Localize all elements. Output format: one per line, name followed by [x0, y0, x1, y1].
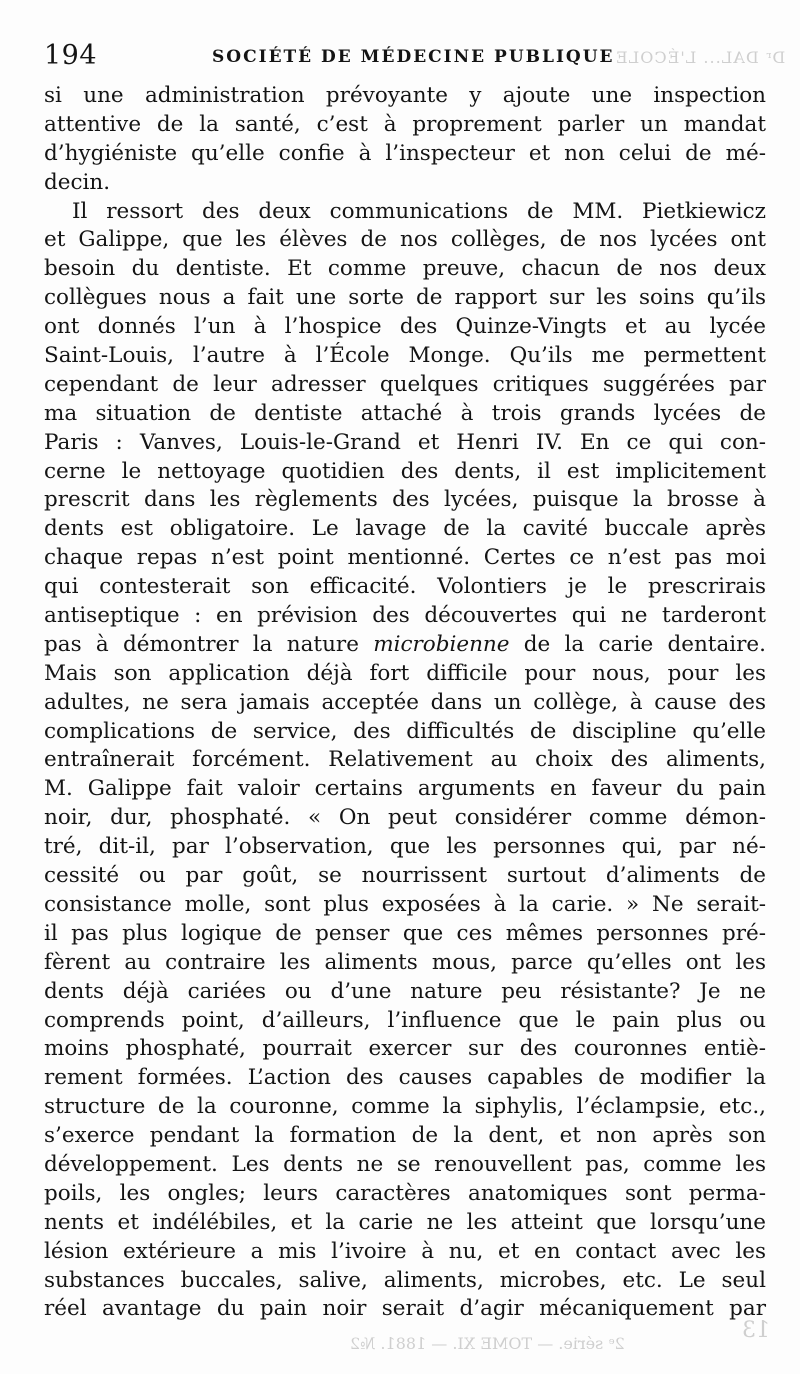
text-line: dents déjà cariées ou d’une nature peu résistante? Je ne: [44, 978, 766, 1004]
page-header: [44, 40, 760, 74]
text-line: dents est obligatoire. Le lavage de la cavité buccale après: [44, 516, 766, 542]
text-line: Saint-Louis, l’autre à l’École Monge. Qu’ils me permettent: [44, 343, 766, 369]
text-line: d’hygiéniste qu’elle confie à l’inspecteur et non celui de mé-: [44, 140, 766, 166]
text-line: si une administration prévoyante y ajoute une inspection: [44, 83, 766, 108]
text-line: besoin du dentiste. Et comme preuve, chacun de nos deux: [44, 256, 766, 282]
text-line: lésion extérieure a mis l’ivoire à nu, et en contact avec les: [44, 1238, 766, 1264]
text-line: prescrit dans les règlements des lycées, puisque la brosse à: [44, 487, 766, 513]
page-number: 194: [44, 40, 98, 71]
text-line: antiseptique : en prévision des découvertes qui ne tarderont: [44, 603, 766, 629]
text-line: s’exerce pendant la formation de la dent, et non après son: [44, 1123, 766, 1149]
text-line: decin.: [44, 169, 111, 195]
text-line: comprends point, d’ailleurs, l’influence que le pain plus ou: [44, 1007, 766, 1033]
text-line: rement formées. L’action des causes capables de modifier la: [44, 1065, 766, 1091]
text-line: structure de la couronne, comme la siphylis, l’éclampsie, etc.,: [44, 1094, 766, 1120]
text-line: qui contesterait son efficacité. Volontiers je le prescrirais: [44, 574, 766, 600]
line-tail: de la carie dentaire.: [523, 631, 766, 657]
text-line: ma situation de dentiste attaché à trois grands lycées de: [44, 400, 766, 426]
text-line: collègues nous a fait une sorte de rapport sur les soins qu’ils: [44, 285, 766, 311]
text-line: M. Galippe fait valoir certains arguments en faveur du pain: [44, 776, 766, 802]
paragraph-first-line: Il ressort des deux communications de MM. Pietkiewicz: [72, 198, 766, 224]
text-line: il pas plus logique de penser que ces mêmes personnes pré-: [44, 920, 766, 946]
body-text: [44, 82, 766, 1324]
text-line: cerne le nettoyage quotidien des dents, il est implicitement: [44, 458, 766, 484]
text-line: consistance molle, sont plus exposées à la carie. » Ne serait-: [44, 891, 766, 917]
text-line-with-italic: [44, 631, 766, 660]
text-line: ont donnés l’un à l’hospice des Quinze-Vingts et au lycée: [44, 314, 766, 340]
text-line: et Galippe, que les élèves de nos collèges, de nos lycées ont: [44, 227, 766, 253]
text-line: moins phosphaté, pourrait exercer sur des couronnes entiè-: [44, 1036, 766, 1062]
text-line: complications de service, des difficultés de discipline qu’elle: [44, 718, 766, 744]
text-line: Mais son application déjà fort difficile pour nous, pour les: [44, 660, 766, 686]
text-line: attentive de la santé, c’est à proprement parler un mandat: [44, 111, 766, 137]
running-head: SOCIÉTÉ DE MÉDECINE PUBLIQUE: [212, 47, 615, 67]
italic-term: microbienne: [373, 631, 510, 657]
text-line: nents et indélébiles, et la carie ne les atteint que lorsqu’une: [44, 1209, 766, 1235]
text-line: adultes, ne sera jamais acceptée dans un collège, à cause des: [44, 689, 766, 715]
text-line: cessité ou par goût, se nourrissent surtout d’aliments de: [44, 863, 766, 889]
show-through-footer: 2ᵉ série. — TOME XI. — 1881. №2: [350, 1334, 625, 1353]
text-line: fèrent au contraire les aliments mous, parce qu’elles ont les: [44, 949, 766, 975]
text-line: entraînerait forcément. Relativement au choix des aliments,: [44, 747, 766, 773]
text-line: chaque repas n’est point mentionné. Certes ce n’est pas moi: [44, 545, 766, 571]
text-line: Paris : Vanves, Louis-le-Grand et Henri IV. En ce qui con-: [44, 429, 766, 455]
text-line: tré, dit-il, par l’observation, que les personnes qui, par né-: [44, 834, 766, 860]
text-line: poils, les ongles; leurs caractères anatomiques sont perma-: [44, 1180, 766, 1206]
show-through-page-number: 13: [742, 1318, 770, 1343]
show-through-header: Dʳ DAL... L'ÉCOLE: [615, 48, 786, 67]
text-line: substances buccales, salive, aliments, microbes, etc. Le seul: [44, 1267, 766, 1293]
text-line: cependant de leur adresser quelques critiques suggérées par: [44, 371, 766, 397]
text-line: réel avantage du pain noir serait d’agir mécaniquement par: [44, 1296, 766, 1322]
line-head: pas à démontrer la nature: [44, 631, 359, 657]
text-line: noir, dur, phosphaté. « On peut considérer comme démon-: [44, 805, 766, 831]
text-line: développement. Les dents ne se renouvellent pas, comme les: [44, 1151, 766, 1177]
